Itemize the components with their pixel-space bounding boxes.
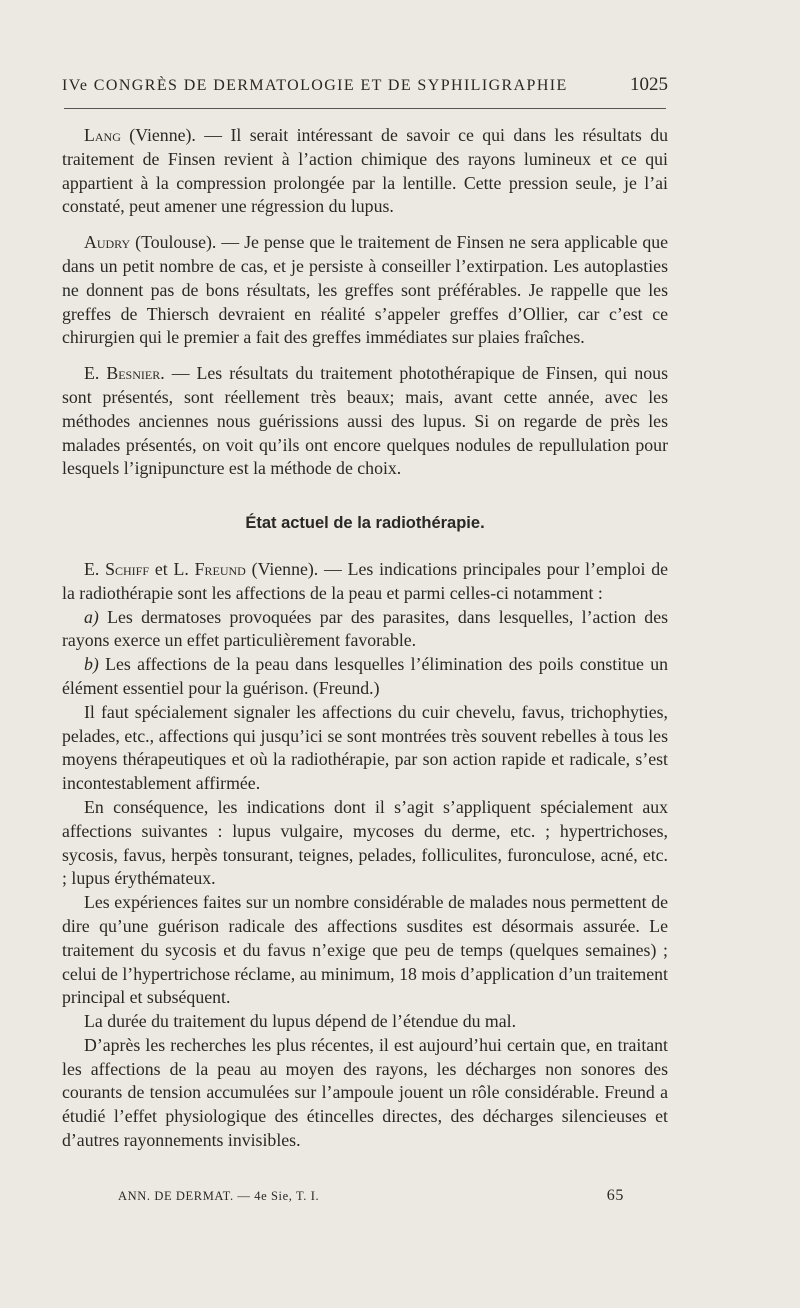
speaker-initial: E. xyxy=(84,363,107,384)
paragraph-text: Les indications principales pour l’emploi de la radiothérapie sont les affections de la peau et parmi celles-ci notamment : xyxy=(62,558,669,603)
page-footer xyxy=(118,1187,624,1207)
speaker-name: Audry xyxy=(84,232,131,253)
speaker-place: (Vienne). — xyxy=(120,125,231,145)
speaker-name: Besnier xyxy=(106,363,161,384)
speaker-name: Lang xyxy=(84,125,121,145)
body-text xyxy=(62,124,668,1153)
running-title: IVe CONGRÈS DE DERMATOLOGIE ET DE SYPHILIGRAPHIE xyxy=(62,77,568,94)
item-text: Les dermatoses provoquées par des parasites, dans lesquelles, l’action des rayons exerce un effet particulièrement favorable. xyxy=(62,606,668,651)
paragraph-besnier xyxy=(62,362,668,481)
speaker-name-2: Freund xyxy=(194,558,246,579)
speaker-place: (Toulouse). — xyxy=(130,232,245,253)
paragraph-schiff-freund xyxy=(62,558,668,606)
header-rule xyxy=(64,108,666,109)
paragraph-text: Il serait intéressant de savoir ce qui dans les résultats du traitement de Finsen revient à l’action chimique des rayons lumineux et ce qui appartient à la compression prolongée par la lentille. Cette pression seule, je l’ai constaté, peut amener une régression du lupus. xyxy=(62,125,668,217)
paragraph-duree: La durée du traitement du lupus dépend de l’étendue du mal. xyxy=(84,1011,517,1032)
speaker-place: . — xyxy=(160,363,197,384)
paragraph-audry xyxy=(62,231,668,350)
speaker-initial: E. xyxy=(84,558,106,579)
paragraph-recherches: D’après les recherches les plus récentes, il est aujourd’hui certain que, en traitant les affections de la peau au moyen des rayons, les décharges non sonores des courants de tension accumulées sur l’ampoule jouent un rôle considérable. Freund a étudié l’effet physiologique des étincelles directes, des décharges silencieuses et d’autres rayonnements invisibles. xyxy=(62,1034,668,1151)
footer-signature: ANN. DE DERMAT. — 4e Sie, T. I. xyxy=(118,1189,320,1203)
speaker-place: (Vienne). — xyxy=(245,558,348,579)
running-header xyxy=(62,74,668,100)
footer-number: 65 xyxy=(606,1187,624,1204)
paragraph-text: Je pense que le traitement de Finsen ne sera applicable que dans un petit nombre de cas, et je persiste à conseiller l’extirpation. Les autoplasties ne donnent pas de bons résultats, les greffes sont préférables. Je rappelle que les greffes de Thiersch devraient en réalité s’appeler greffes d’Ollier, car c’est ce chirurgien qui le premier a fait des greffes immédiates sur plaies fraîches. xyxy=(62,232,668,348)
list-item-a xyxy=(62,606,668,654)
page-folio: 1025 xyxy=(630,74,668,95)
item-label: a) xyxy=(84,606,99,627)
paragraph-consequence: En conséquence, les indications dont il s’agit s’appliquent spécialement aux affections suivantes : lupus vulgaire, mycoses du derme, etc. ; hypertrichoses, sycosis, favus, herpès tonsurant, teignes, pelades, folliculites, furonculose, acné, etc. ; lupus érythémateux. xyxy=(62,796,668,889)
item-label: b) xyxy=(84,654,99,675)
list-item-b xyxy=(62,653,668,701)
paragraph-text: Les résultats du traitement photothérapique de Finsen, qui nous sont présentés, sont réellement très beaux; mais, avant cette année, avec les méthodes anciennes nous guérissions aussi des lupus. Si on regarde de près les malades présentés, on voit qu’ils ont encore quelques nodules de repullulation pour lesquels l’ignipuncture est la méthode de choix. xyxy=(62,363,668,479)
speaker-name: Schiff xyxy=(105,558,150,579)
paragraph-cuir-chevelu: Il faut spécialement signaler les affections du cuir chevelu, favus, trichophyties, pelades, etc., affections qui jusqu’ici se sont montrées très souvent rebelles à tous les moyens thérapeutiques et où la radiothérapie, par son action rapide et radicale, s’est incontestablement affirmée. xyxy=(62,701,668,794)
connector-text: et L. xyxy=(149,558,195,579)
item-text: Les affections de la peau dans lesquelles l’élimination des poils constitue un élément essentiel pour la guérison. (Freund.) xyxy=(62,654,668,698)
paragraph-lang xyxy=(62,124,668,219)
paragraph-experiences: Les expériences faites sur un nombre considérable de malades nous permettent de dire qu’une guérison radicale des affections susdites est désormais assurée. Le traitement du sycosis et du favus n’exige que peu de temps (quelques semaines) ; celui de l’hypertrichose réclame, au minimum, 18 mois d’application d’un traitement principal et subséquent. xyxy=(62,892,668,1008)
section-heading: État actuel de la radiothérapie. xyxy=(245,514,485,533)
